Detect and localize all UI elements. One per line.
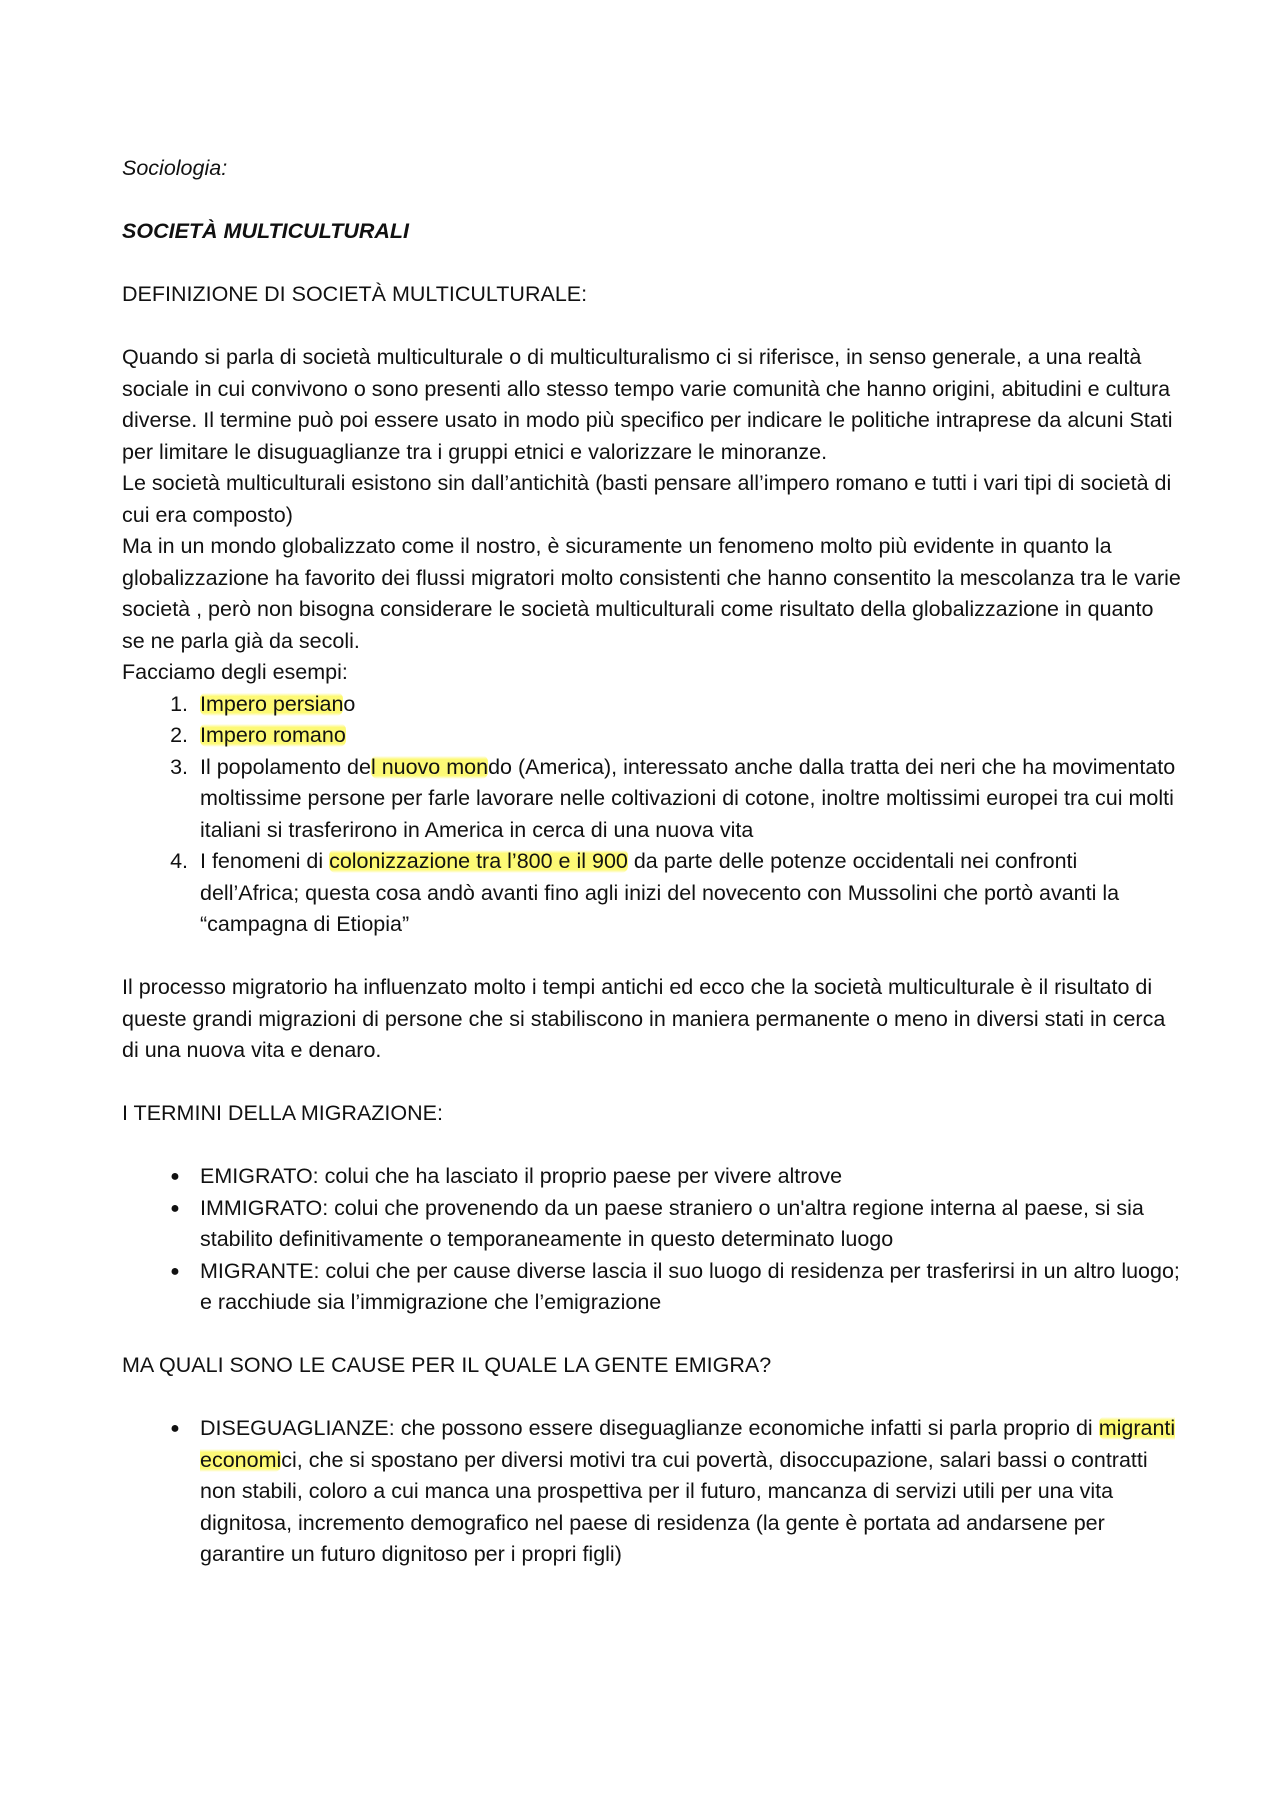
list-item: [122, 1193, 1182, 1256]
list-item: [122, 689, 1182, 721]
paragraph-globalization: Ma in un mondo globalizzato come il nostro, è sicuramente un fenomeno molto più evidente in quanto la globalizzazione ha favorito dei flussi migratori molto consistenti che hanno consentito la mescolanza tra le varie società , però non bisogna considerare le società multiculturali come risultato della globalizzazione in quanto se ne parla già da secoli.: [122, 534, 1181, 653]
document-body: [122, 153, 1182, 1571]
bullet-icon: ●: [170, 1420, 180, 1437]
bullet-icon: ●: [170, 1199, 180, 1217]
list-item: [122, 846, 1182, 941]
list-item: [122, 1256, 1182, 1319]
examples-intro: Facciamo degli esempi:: [122, 660, 348, 684]
bullet-icon: ●: [170, 1168, 180, 1185]
text: Il popolamento de: [200, 754, 371, 779]
term-text: EMIGRATO: colui che ha lasciato il proprio paese per vivere altrove: [200, 1164, 843, 1188]
list-item: [122, 720, 1182, 752]
term-text: MIGRANTE: colui che per cause diverse lascia il suo luogo di residenza per trasferirsi in un altro luogo; e racchiude sia l’immigrazione che l’emigrazione: [200, 1258, 1180, 1314]
list-number: 1.: [170, 691, 188, 716]
paragraph-definition: Quando si parla di società multiculturale o di multiculturalismo ci si riferisce, in senso generale, a una realtà sociale in cui convivono o sono presenti allo stesso tempo varie comunità che hanno origini, abitudini e cultura diverse. Il termine può poi essere usato in modo più specifico per indicare le politiche intraprese da alcuni Stati per limitare le disuguaglianze tra i gruppi etnici e valorizzare le minoranze.: [122, 345, 1173, 464]
subject-label: Sociologia:: [122, 156, 228, 180]
highlighted-text: Impero romano: [200, 723, 346, 747]
causes-list: [122, 1413, 1182, 1571]
document-title: SOCIETÀ MULTICULTURALI: [122, 219, 410, 243]
highlighted-text: colonizzazione tra l’800 e il 900: [329, 849, 628, 873]
text: ci, che si spostano per diversi motivi tra cui povertà, disoccupazione, salari bassi o contratti non stabili, coloro a cui manca una prospettiva per il futuro, mancanza di servizi utili per una vita dignitosa, incremento demografico nel paese di residenza (la gente è portata ad andarsene per garantire un futuro dignitoso per i propri figli): [200, 1447, 1148, 1566]
list-item: [122, 752, 1182, 847]
term-text: IMMIGRATO: colui che provenendo da un paese straniero o un'altra regione interna al paese, si sia stabilito definitivamente o temporaneamente in questo determinato luogo: [200, 1195, 1144, 1251]
highlighted-text: Impero persian: [200, 691, 344, 716]
spacer: [122, 1382, 1182, 1414]
section-heading-causes: MA QUALI SONO LE CAUSE PER IL QUALE LA GENTE EMIGRA?: [122, 1353, 772, 1377]
section-heading-definition: DEFINIZIONE DI SOCIETÀ MULTICULTURALE:: [122, 282, 588, 306]
highlighted-text: l nuovo mon: [370, 754, 489, 779]
list-item: [122, 1161, 1182, 1193]
spacer: [122, 941, 1182, 973]
list-number: 2.: [170, 723, 188, 747]
list-item: [122, 1413, 1182, 1571]
text: DISEGUAGLIANZE: che possono essere diseguaglianze economiche infatti si parla proprio di: [200, 1416, 1099, 1440]
bullet-icon: ●: [170, 1262, 180, 1280]
list-number: 4.: [170, 849, 188, 873]
section-heading-terms: I TERMINI DELLA MIGRAZIONE:: [122, 1101, 443, 1125]
paragraph-antiquity: Le società multiculturali esistono sin dall’antichità (basti pensare all’impero romano e tutti i vari tipi di società di cui era composto): [122, 471, 1172, 527]
spacer: [122, 185, 1182, 217]
paragraph-migration-process: Il processo migratorio ha influenzato molto i tempi antichi ed ecco che la società multiculturale è il risultato di queste grandi migrazioni di persone che si stabiliscono in maniera permanente o meno in diversi stati in cerca di una nuova vita e denaro.: [122, 975, 1166, 1062]
text: do (America), interessato anche dalla tratta dei neri che ha movimentato moltissime persone per farle lavorare nelle coltivazioni di cotone, inoltre moltissimi europei tra cui molti italiani si trasferirono in America in cerca di una nuova vita: [200, 754, 1176, 842]
text: I fenomeni di: [200, 849, 330, 873]
spacer: [122, 1319, 1182, 1351]
spacer: [122, 311, 1182, 343]
spacer: [122, 248, 1182, 280]
text: o: [343, 691, 356, 716]
highlighted-text: migranti economi: [200, 1416, 1176, 1472]
spacer: [122, 1130, 1182, 1162]
terms-list: [122, 1161, 1182, 1319]
text: da parte delle potenze occidentali nei confronti dell’Africa; questa cosa andò avanti fino agli inizi del novecento con Mussolini che portò avanti la “campagna di Etiopia”: [200, 849, 1120, 936]
list-number: 3.: [170, 754, 188, 779]
examples-list: [122, 689, 1182, 941]
spacer: [122, 1067, 1182, 1099]
